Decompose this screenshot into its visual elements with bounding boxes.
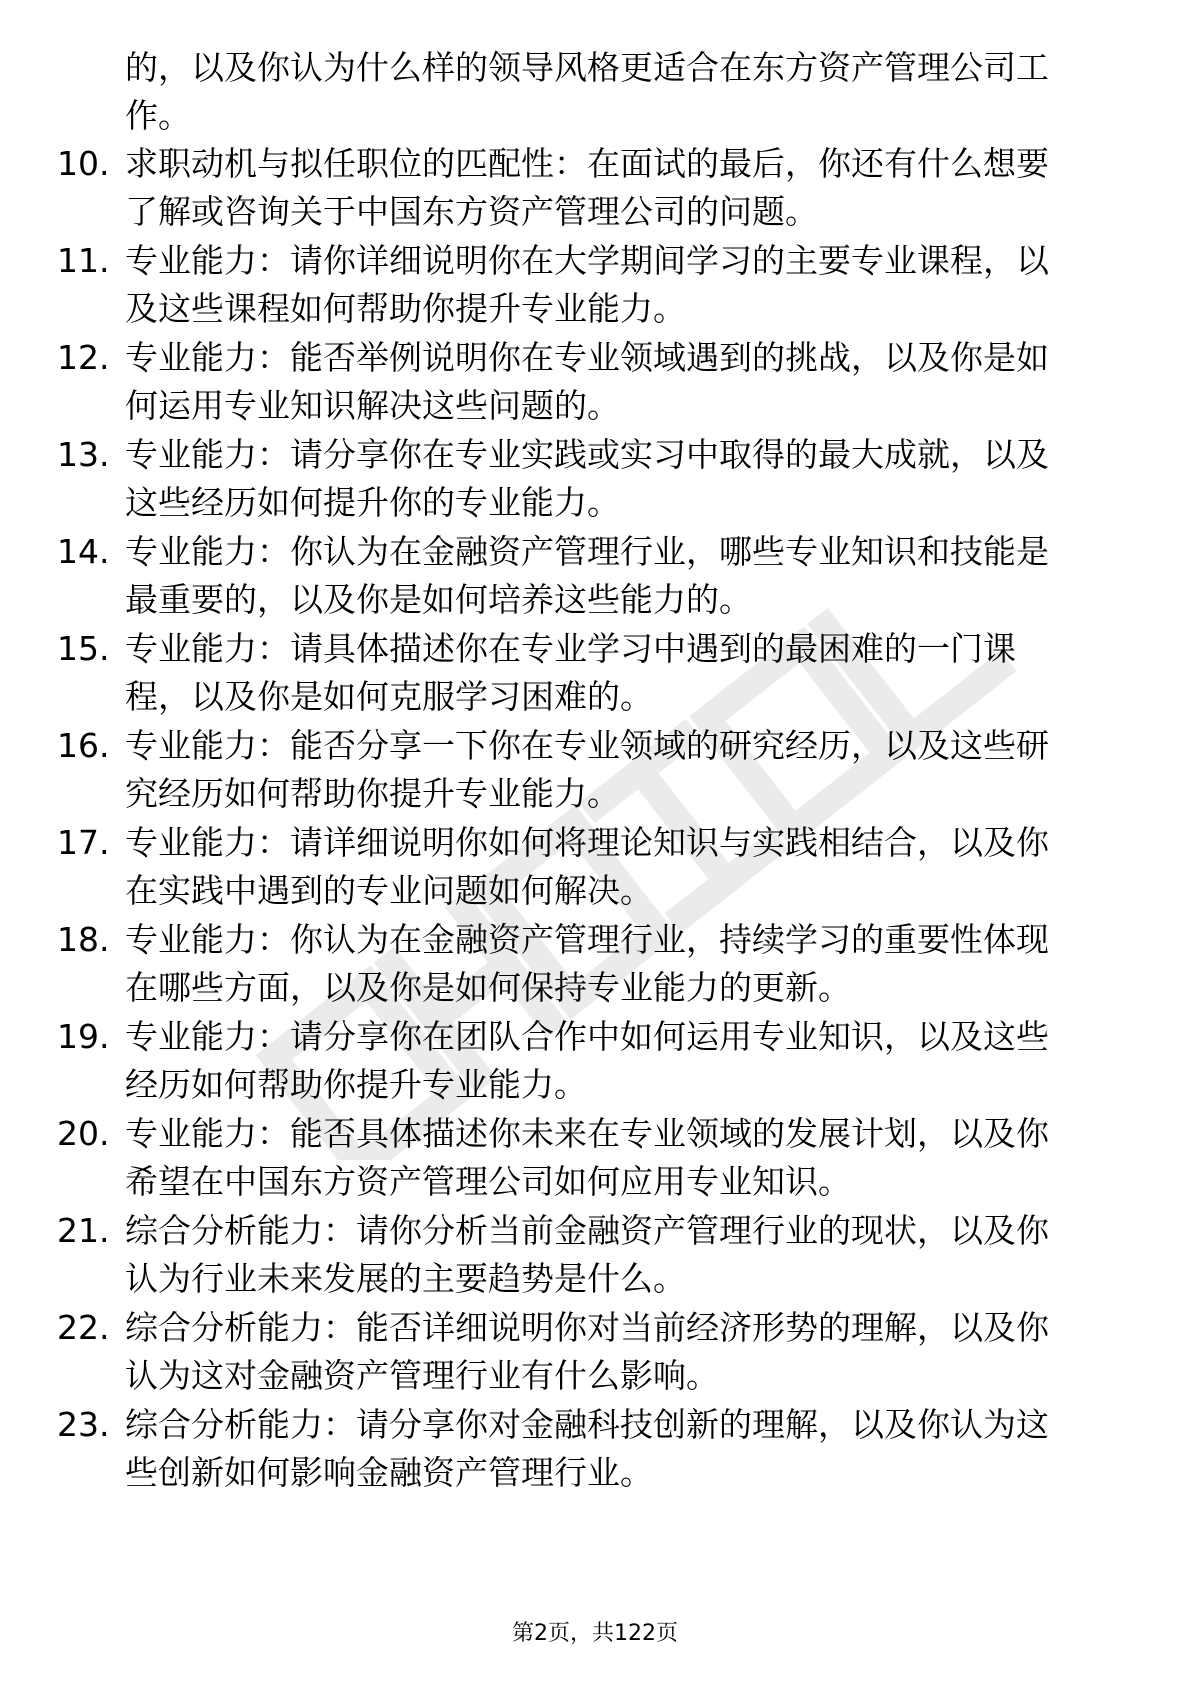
continuation-line-1: 的，以及你认为什么样的领导风格更适合在东方资产管理公司工 (125, 48, 1049, 87)
list-item (0, 1110, 1190, 1206)
item-text-line-2: 及这些课程如何帮助你提升专业能力。 (125, 289, 686, 328)
list-item (0, 140, 1190, 236)
item-text-line-2: 经历如何帮助你提升专业能力。 (125, 1065, 587, 1104)
list-item (0, 237, 1190, 333)
item-text-line-2: 这些经历如何提升你的专业能力。 (125, 483, 620, 522)
item-number: 16. (57, 726, 110, 765)
item-number: 15. (57, 629, 110, 668)
item-number: 11. (57, 241, 110, 280)
item-text-line-1: 综合分析能力：请你分析当前金融资产管理行业的现状，以及你 (125, 1211, 1049, 1250)
item-text-line-2: 希望在中国东方资产管理公司如何应用专业知识。 (125, 1162, 851, 1201)
item-number: 18. (57, 920, 110, 959)
item-text-line-2: 认为这对金融资产管理行业有什么影响。 (125, 1356, 719, 1395)
item-text-line-1: 专业能力：请详细说明你如何将理论知识与实践相结合，以及你 (125, 823, 1049, 862)
item-number: 12. (57, 338, 110, 377)
item-text-line-1: 专业能力：请具体描述你在专业学习中遇到的最困难的一门课 (125, 629, 1016, 668)
item-text-line-1: 求职动机与拟任职位的匹配性：在面试的最后，你还有什么想要 (125, 144, 1049, 183)
item-text-line-1: 专业能力：你认为在金融资产管理行业，哪些专业知识和技能是 (125, 532, 1049, 571)
item-text-line-1: 专业能力：能否分享一下你在专业领域的研究经历，以及这些研 (125, 726, 1049, 765)
item-text-line-1: 专业能力：请分享你在专业实践或实习中取得的最大成就，以及 (125, 435, 1049, 474)
item-text-line-2: 在哪些方面，以及你是如何保持专业能力的更新。 (125, 968, 851, 1007)
list-item (0, 1304, 1190, 1400)
item-number: 10. (57, 144, 110, 183)
item-number: 13. (57, 435, 110, 474)
list-item (0, 1207, 1190, 1303)
item-number: 21. (57, 1211, 110, 1250)
item-number: 22. (57, 1308, 110, 1347)
list-item (0, 722, 1190, 818)
item-text-line-2: 最重要的，以及你是如何培养这些能力的。 (125, 580, 752, 619)
continuation-line-2: 作。 (125, 96, 191, 135)
page-footer: 第2页，共122页 (512, 1621, 678, 1646)
item-text-line-1: 综合分析能力：请分享你对金融科技创新的理解，以及你认为这 (125, 1405, 1049, 1444)
list-item (0, 334, 1190, 430)
item-text-line-1: 综合分析能力：能否详细说明你对当前经济形势的理解，以及你 (125, 1308, 1049, 1347)
item-text-line-2: 究经历如何帮助你提升专业能力。 (125, 774, 620, 813)
item-text-line-1: 专业能力：能否具体描述你未来在专业领域的发展计划，以及你 (125, 1114, 1049, 1153)
list-item (0, 1013, 1190, 1109)
list-item (0, 625, 1190, 721)
list-item (0, 528, 1190, 624)
item-text-line-2: 在实践中遇到的专业问题如何解决。 (125, 871, 653, 910)
item-number: 14. (57, 532, 110, 571)
item-text-line-2: 认为行业未来发展的主要趋势是什么。 (125, 1259, 686, 1298)
item-text-line-2: 何运用专业知识解决这些问题的。 (125, 386, 620, 425)
item-text-line-1: 专业能力：能否举例说明你在专业领域遇到的挑战，以及你是如 (125, 338, 1049, 377)
list-item (0, 819, 1190, 915)
item-text-line-2: 了解或咨询关于中国东方资产管理公司的问题。 (125, 192, 818, 231)
item-text-line-1: 专业能力：请分享你在团队合作中如何运用专业知识，以及这些 (125, 1017, 1049, 1056)
list-item (0, 916, 1190, 1012)
item-text-line-2: 程，以及你是如何克服学习困难的。 (125, 677, 653, 716)
item-number: 19. (57, 1017, 110, 1056)
item-number: 23. (57, 1405, 110, 1444)
list-item (0, 431, 1190, 527)
item-number: 20. (57, 1114, 110, 1153)
list-item (0, 1401, 1190, 1497)
item-number: 17. (57, 823, 110, 862)
item-text-line-2: 些创新如何影响金融资产管理行业。 (125, 1453, 653, 1492)
item-text-line-1: 专业能力：请你详细说明你在大学期间学习的主要专业课程，以 (125, 241, 1049, 280)
item-text-line-1: 专业能力：你认为在金融资产管理行业，持续学习的重要性体现 (125, 920, 1049, 959)
